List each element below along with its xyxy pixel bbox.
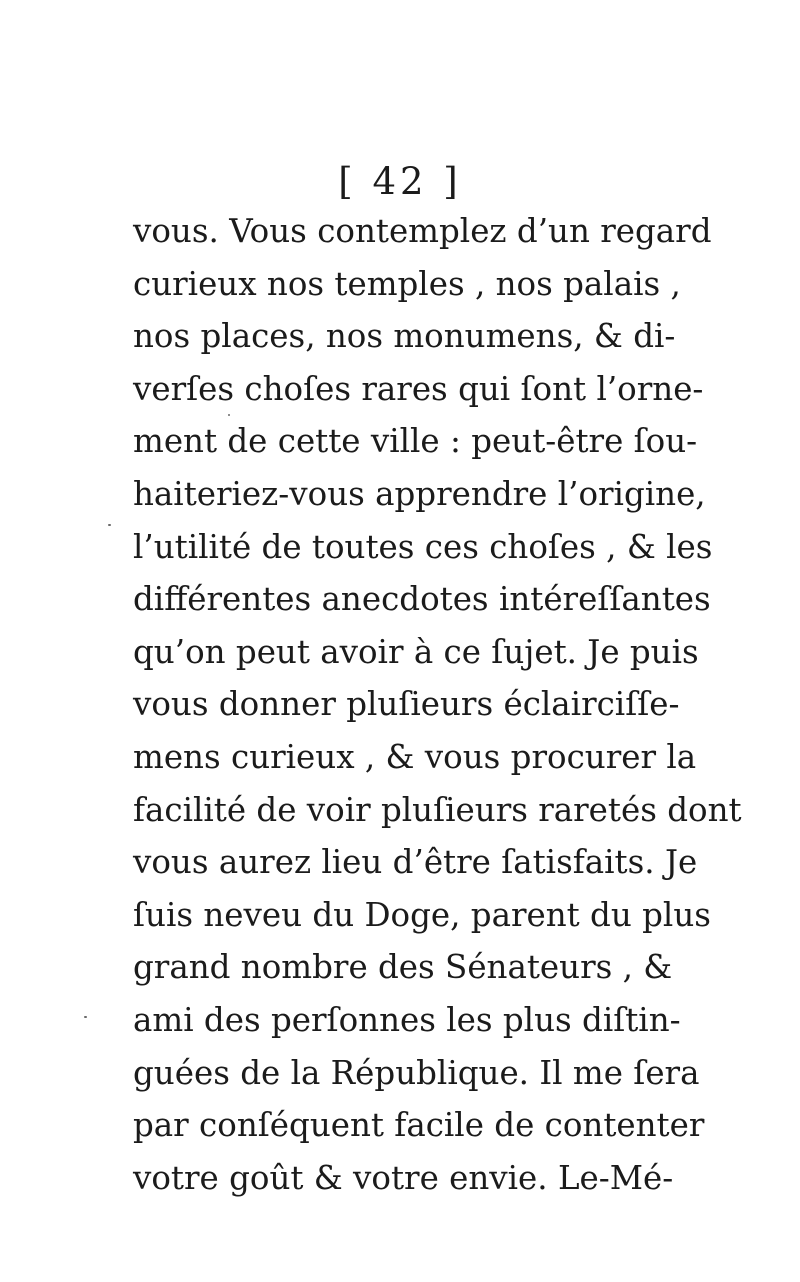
text-line: ment de cette ville : peut-être ſou-	[133, 422, 698, 461]
paper-speck	[84, 1016, 87, 1018]
text-line: curieux nos temples , nos palais ,	[133, 264, 681, 303]
paper-speck	[108, 524, 111, 526]
text-line: vous donner pluſieurs éclairciſſe-	[133, 685, 680, 724]
text-line: guées de la République. Il me ſera	[133, 1053, 700, 1092]
text-line: nos places, nos monumens, & di-	[133, 317, 676, 356]
text-line: vous aurez lieu d’être ſatisfaits. Je	[133, 843, 698, 882]
text-line: ſuis neveu du Doge, parent du plus	[133, 895, 711, 934]
text-line: verſes choſes rares qui ſont l’orne-	[133, 369, 704, 408]
text-line: par conſéquent facile de contenter	[133, 1106, 705, 1145]
text-line: différentes anecdotes intéreſſantes	[133, 580, 711, 619]
text-line: qu’on peut avoir à ce ſujet. Je puis	[133, 632, 699, 671]
text-line: votre goût & votre envie. Le-Mé-	[133, 1158, 674, 1197]
text-line: l’utilité de toutes ces choſes , & les	[133, 527, 713, 566]
text-line: vous. Vous contemplez d’un regard	[133, 212, 712, 250]
text-line: ami des perſonnes les plus diſtin-	[133, 1000, 681, 1039]
text-line: haiteriez-vous apprendre l’origine,	[133, 474, 706, 513]
text-line: facilité de voir pluſieurs raretés dont	[133, 790, 742, 829]
text-line: mens curieux , & vous procurer la	[133, 737, 697, 776]
page-number: [ 42 ]	[338, 160, 462, 203]
paper-speck	[228, 414, 230, 416]
text-line: grand nombre des Sénateurs , &	[133, 948, 673, 987]
body-text	[133, 205, 742, 1204]
